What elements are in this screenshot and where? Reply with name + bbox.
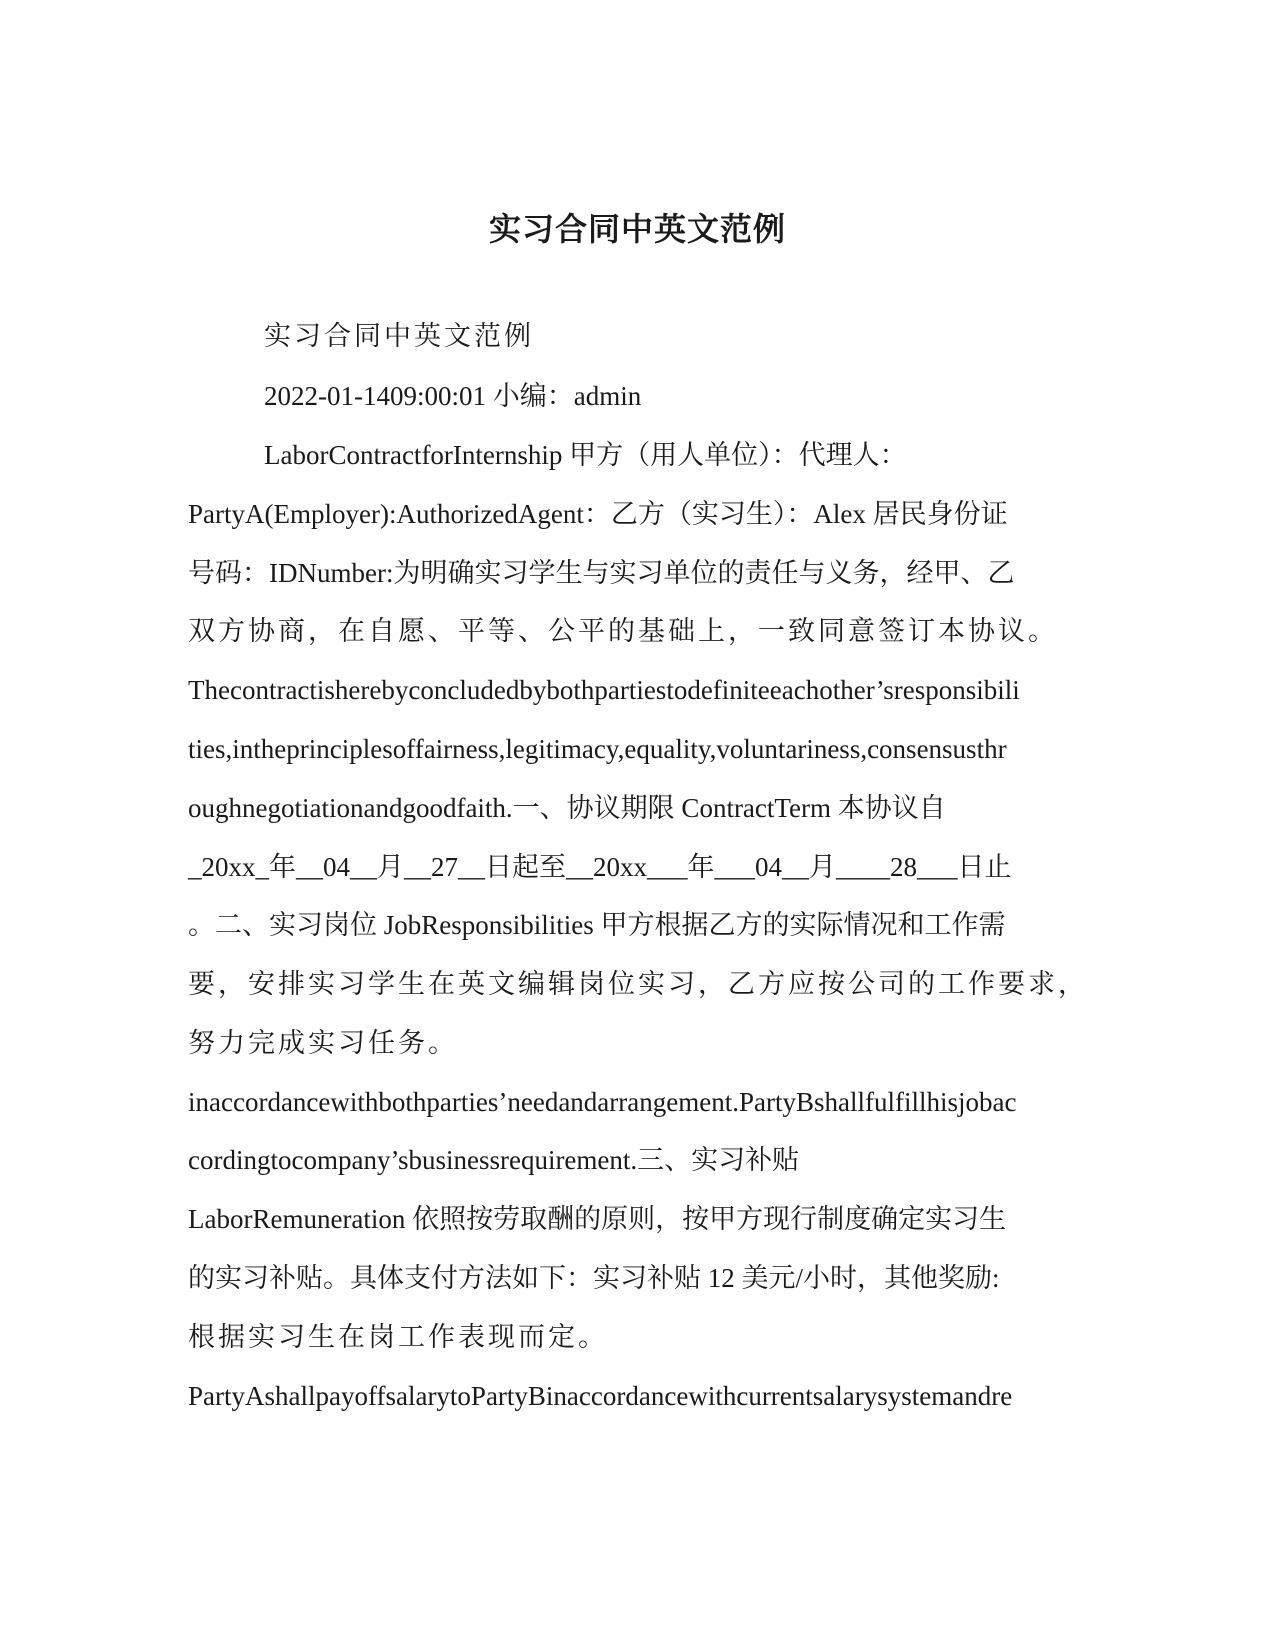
paragraph-line-subtitle: 实习合同中英文范例 xyxy=(264,321,534,351)
paragraph-line: 要，安排实习学生在英文编辑岗位实习，乙方应按公司的工作要求， xyxy=(188,969,1088,999)
paragraph-line: PartyAshallpayoffsalarytoPartyBinaccordancewithcurrentsalarysystemandre xyxy=(188,1381,1013,1411)
paragraph-line: 号码：IDNumber:为明确实习学生与实习单位的责任与义务，经甲、乙 xyxy=(188,558,1015,588)
paragraph-line: LaborRemuneration 依照按劳取酬的原则，按甲方现行制度确定实习生 xyxy=(188,1204,1007,1234)
paragraph-line: inaccordancewithbothparties’needandarrangement.PartyBshallfulfillhisjobac xyxy=(188,1087,1017,1117)
document-title: 实习合同中英文范例 xyxy=(488,211,786,247)
paragraph-line: 的实习补贴。具体支付方法如下：实习补贴 12 美元/小时，其他奖励: xyxy=(188,1263,1000,1293)
paragraph-line: oughnegotiationandgoodfaith.一、协议期限 ContractTerm 本协议自 xyxy=(188,793,946,823)
paragraph-line-contract-dates: _20xx_年__04__月__27__日起至__20xx___年___04__月____28___日止 xyxy=(188,852,1012,882)
paragraph-line: cordingtocompany’sbusinessrequirement.三、实习补贴 xyxy=(188,1145,800,1175)
paragraph-line: 根据实习生在岗工作表现而定。 xyxy=(188,1322,608,1352)
paragraph-line: PartyA(Employer):AuthorizedAgent：乙方（实习生）：Alex 居民身份证 xyxy=(188,499,1008,529)
paragraph-line: 努力完成实习任务。 xyxy=(188,1028,458,1058)
paragraph-line: LaborContractforInternship 甲方（用人单位）：代理人： xyxy=(264,440,907,470)
paragraph-line: 。二、实习岗位 JobResponsibilities 甲方根据乙方的实际情况和工作需 xyxy=(188,910,1006,940)
paragraph-line-date-editor: 2022-01-1409:00:01 小编：admin xyxy=(264,381,642,411)
paragraph-line: 双方协商，在自愿、平等、公平的基础上，一致同意签订本协议。 xyxy=(188,616,1058,646)
paragraph-line: ties,intheprinciplesoffairness,legitimacy,equality,voluntariness,consensusthr xyxy=(188,734,1007,764)
paragraph-line: Thecontractisherebyconcludedbybothpartiestodefiniteeachother’sresponsibili xyxy=(188,675,1020,705)
